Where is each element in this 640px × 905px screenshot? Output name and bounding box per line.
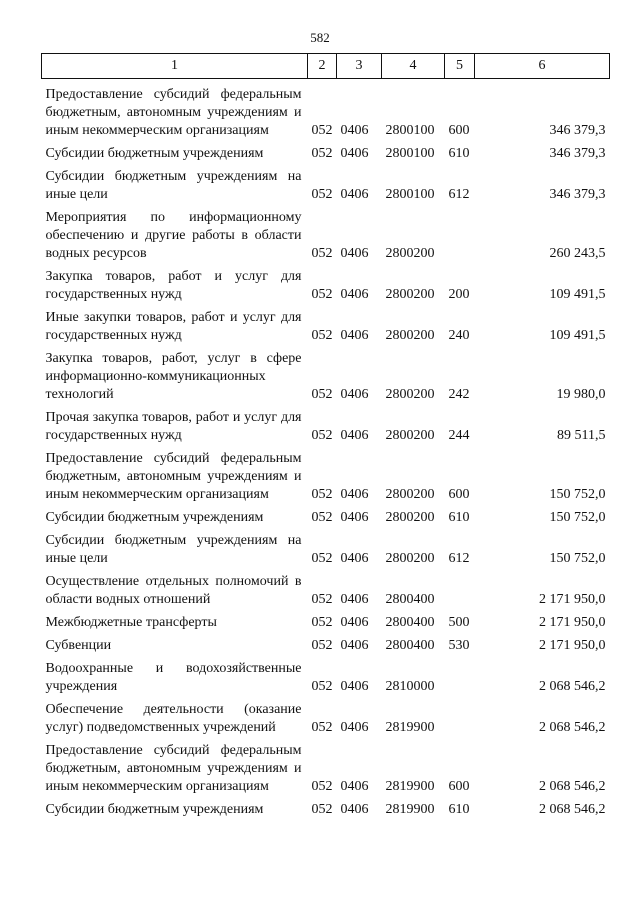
ministry-code: 052 <box>311 510 333 525</box>
expense-type-code: 610 <box>448 802 470 817</box>
expense-type-code: 612 <box>448 187 470 202</box>
section-code: 0406 <box>340 638 369 653</box>
item-name: Осуществление отдельных полномочий в области водных отношений <box>45 574 302 607</box>
expense-type-code: 600 <box>448 779 470 794</box>
expense-type-code <box>445 701 475 742</box>
expense-type-code: 600 <box>448 123 470 138</box>
section-code: 0406 <box>340 487 369 502</box>
target-article-code: 2800200 <box>385 328 435 343</box>
table-row <box>42 532 610 573</box>
section-code: 0406 <box>340 187 369 202</box>
target-article-code: 2800400 <box>385 615 435 630</box>
item-name: Прочая закупка товаров, работ и услуг для государственных нужд <box>45 410 302 443</box>
item-name: Обеспечение деятельности (оказание услуг) подведомственных учреждений <box>45 702 302 735</box>
table-row <box>42 209 610 268</box>
section-code: 0406 <box>340 551 369 566</box>
item-name: Закупка товаров, работ и услуг для государственных нужд <box>45 269 302 302</box>
amount: 260 243,5 <box>549 246 606 261</box>
column-header-6: 6 <box>475 54 610 79</box>
section-code: 0406 <box>340 387 369 402</box>
item-name: Субсидии бюджетным учреждениям на иные цели <box>45 169 302 202</box>
target-article-code: 2800100 <box>385 187 435 202</box>
table-row <box>42 79 610 146</box>
table-row <box>42 742 610 801</box>
target-article-code: 2819900 <box>385 802 435 817</box>
ministry-code: 052 <box>311 187 333 202</box>
target-article-code: 2800200 <box>385 487 435 502</box>
target-article-code: 2819900 <box>385 779 435 794</box>
amount: 2 171 950,0 <box>539 592 606 607</box>
amount: 109 491,5 <box>549 287 606 302</box>
page-number: 582 <box>310 30 330 45</box>
target-article-code: 2800200 <box>385 387 435 402</box>
expense-type-code: 612 <box>448 551 470 566</box>
column-header-4: 4 <box>382 54 445 79</box>
table-row <box>42 660 610 701</box>
ministry-code: 052 <box>311 287 333 302</box>
table-row <box>42 268 610 309</box>
table-row <box>42 409 610 450</box>
ministry-code: 052 <box>311 779 333 794</box>
amount: 109 491,5 <box>549 328 606 343</box>
table-row <box>42 509 610 532</box>
amount: 2 068 546,2 <box>539 802 606 817</box>
table-row <box>42 168 610 209</box>
ministry-code: 052 <box>311 428 333 443</box>
section-code: 0406 <box>340 428 369 443</box>
amount: 2 171 950,0 <box>539 615 606 630</box>
target-article-code: 2800100 <box>385 146 435 161</box>
table-row <box>42 801 610 824</box>
section-code: 0406 <box>340 779 369 794</box>
ministry-code: 052 <box>311 802 333 817</box>
expense-type-code: 244 <box>448 428 470 443</box>
budget-table <box>41 53 610 824</box>
item-name: Субсидии бюджетным учреждениям на иные цели <box>45 533 302 566</box>
target-article-code: 2800400 <box>385 592 435 607</box>
table-row <box>42 450 610 509</box>
expense-type-code: 530 <box>448 638 470 653</box>
amount: 2 171 950,0 <box>539 638 606 653</box>
column-header-2: 2 <box>308 54 337 79</box>
item-name: Иные закупки товаров, работ и услуг для государственных нужд <box>45 310 302 343</box>
ministry-code: 052 <box>311 638 333 653</box>
section-code: 0406 <box>340 123 369 138</box>
section-code: 0406 <box>340 615 369 630</box>
ministry-code: 052 <box>311 487 333 502</box>
item-name: Предоставление субсидий федеральным бюджетным, автономным учреждениям и иным некоммерческим организациям <box>45 451 302 502</box>
target-article-code: 2800200 <box>385 287 435 302</box>
section-code: 0406 <box>340 287 369 302</box>
section-code: 0406 <box>340 146 369 161</box>
amount: 346 379,3 <box>549 146 606 161</box>
amount: 346 379,3 <box>549 187 606 202</box>
table-row <box>42 637 610 660</box>
expense-type-code <box>445 660 475 701</box>
table-body <box>42 79 610 825</box>
amount: 346 379,3 <box>549 123 606 138</box>
table-row <box>42 614 610 637</box>
target-article-code: 2800100 <box>385 123 435 138</box>
amount: 19 980,0 <box>556 387 606 402</box>
item-name: Предоставление субсидий федеральным бюджетным, автономным учреждениям и иным некоммерческим организациям <box>45 743 302 794</box>
section-code: 0406 <box>340 328 369 343</box>
ministry-code: 052 <box>311 146 333 161</box>
item-name: Субсидии бюджетным учреждениям <box>45 146 264 161</box>
section-code: 0406 <box>340 679 369 694</box>
target-article-code: 2800200 <box>385 246 435 261</box>
expense-type-code: 610 <box>448 510 470 525</box>
expense-type-code: 600 <box>448 487 470 502</box>
expense-type-code: 240 <box>448 328 470 343</box>
table-row <box>42 701 610 742</box>
amount: 2 068 546,2 <box>539 720 606 735</box>
ministry-code: 052 <box>311 123 333 138</box>
expense-type-code: 200 <box>448 287 470 302</box>
expense-type-code: 242 <box>448 387 470 402</box>
table-row <box>42 350 610 409</box>
target-article-code: 2800200 <box>385 551 435 566</box>
target-article-code: 2810000 <box>385 679 435 694</box>
amount: 89 511,5 <box>557 428 606 443</box>
ministry-code: 052 <box>311 246 333 261</box>
item-name: Субсидии бюджетным учреждениям <box>45 510 264 525</box>
item-name: Закупка товаров, работ, услуг в сфере информационно-коммуникационных технологий <box>45 351 302 402</box>
column-header-5: 5 <box>445 54 475 79</box>
ministry-code: 052 <box>311 679 333 694</box>
target-article-code: 2819900 <box>385 720 435 735</box>
item-name: Мероприятия по информационному обеспечению и другие работы в области водных ресурсов <box>45 210 302 261</box>
item-name: Водоохранные и водохозяйственные учреждения <box>45 661 302 694</box>
amount: 2 068 546,2 <box>539 679 606 694</box>
ministry-code: 052 <box>311 328 333 343</box>
target-article-code: 2800200 <box>385 510 435 525</box>
table-row <box>42 309 610 350</box>
amount: 150 752,0 <box>549 551 606 566</box>
table-row <box>42 145 610 168</box>
amount: 150 752,0 <box>549 487 606 502</box>
target-article-code: 2800200 <box>385 428 435 443</box>
expense-type-code <box>445 209 475 268</box>
column-header-1: 1 <box>42 54 308 79</box>
expense-type-code <box>445 573 475 614</box>
target-article-code: 2800400 <box>385 638 435 653</box>
section-code: 0406 <box>340 510 369 525</box>
table-row <box>42 573 610 614</box>
amount: 2 068 546,2 <box>539 779 606 794</box>
amount: 150 752,0 <box>549 510 606 525</box>
expense-type-code: 500 <box>448 615 470 630</box>
item-name: Субсидии бюджетным учреждениям <box>45 802 264 817</box>
section-code: 0406 <box>340 246 369 261</box>
section-code: 0406 <box>340 802 369 817</box>
section-code: 0406 <box>340 720 369 735</box>
item-name: Межбюджетные трансферты <box>45 615 217 630</box>
section-code: 0406 <box>340 592 369 607</box>
ministry-code: 052 <box>311 615 333 630</box>
item-name: Субвенции <box>45 638 112 653</box>
column-header-3: 3 <box>337 54 382 79</box>
table-header-row <box>42 54 610 79</box>
ministry-code: 052 <box>311 387 333 402</box>
expense-type-code: 610 <box>448 146 470 161</box>
ministry-code: 052 <box>311 592 333 607</box>
item-name: Предоставление субсидий федеральным бюджетным, автономным учреждениям и иным некоммерческим организациям <box>45 87 302 138</box>
ministry-code: 052 <box>311 720 333 735</box>
ministry-code: 052 <box>311 551 333 566</box>
